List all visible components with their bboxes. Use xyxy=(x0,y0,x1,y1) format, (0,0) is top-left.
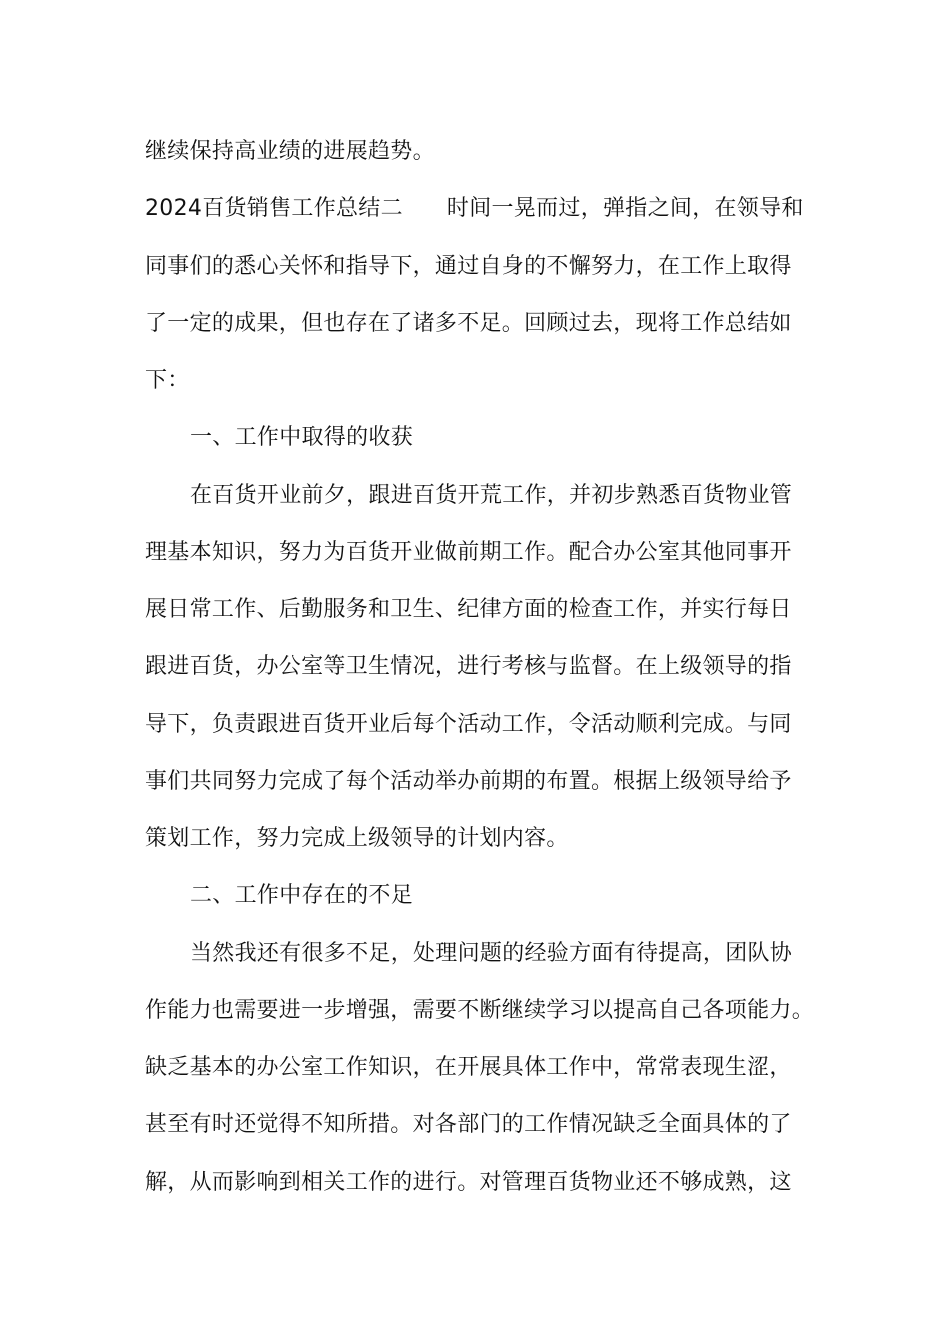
text-line: 了一定的成果，但也存在了诸多不足。回顾过去，现将工作总结如 xyxy=(145,311,792,336)
text-line: 甚至有时还觉得不知所措。对各部门的工作情况缺乏全面具体的了 xyxy=(145,1112,792,1137)
text-line: 展日常工作、后勤服务和卫生、纪律方面的检查工作，并实行每日 xyxy=(145,597,792,622)
text-line: 缺乏基本的办公室工作知识，在开展具体工作中，常常表现生涩， xyxy=(145,1055,792,1080)
text-line: 理基本知识，努力为百货开业做前期工作。配合办公室其他同事开 xyxy=(145,540,792,565)
text-line: 作能力也需要进一步增强，需要不断继续学习以提高自己各项能力。 xyxy=(145,998,815,1023)
paragraph-start: 当然我还有很多不足，处理问题的经验方面有待提高，团队协 xyxy=(190,941,793,966)
text-line: 导下，负责跟进百货开业后每个活动工作，令活动顺利完成。与同 xyxy=(145,712,792,737)
paragraph-start: 在百货开业前夕，跟进百货开荒工作，并初步熟悉百货物业管 xyxy=(190,483,793,508)
text-line: 继续保持高业绩的进展趋势。 xyxy=(145,139,435,164)
section-heading: 一、工作中取得的收获 xyxy=(190,425,414,450)
text-line: 时间一晃而过，弹指之间，在领导和 xyxy=(446,196,804,221)
text-line: 事们共同努力完成了每个活动举办前期的布置。根据上级领导给予 xyxy=(145,769,792,794)
text-line-with-title xyxy=(145,194,804,224)
text-line: 策划工作，努力完成上级领导的计划内容。 xyxy=(145,826,569,851)
text-line: 解，从而影响到相关工作的进行。对管理百货物业还不够成熟，这 xyxy=(145,1170,792,1195)
document-title: 2024百货销售工作总结二 xyxy=(145,196,403,221)
text-line: 同事们的悉心关怀和指导下，通过自身的不懈努力，在工作上取得 xyxy=(145,254,792,279)
text-line: 下： xyxy=(145,368,190,393)
section-heading: 二、工作中存在的不足 xyxy=(190,883,414,908)
text-line: 跟进百货，办公室等卫生情况，进行考核与监督。在上级领导的指 xyxy=(145,654,792,679)
